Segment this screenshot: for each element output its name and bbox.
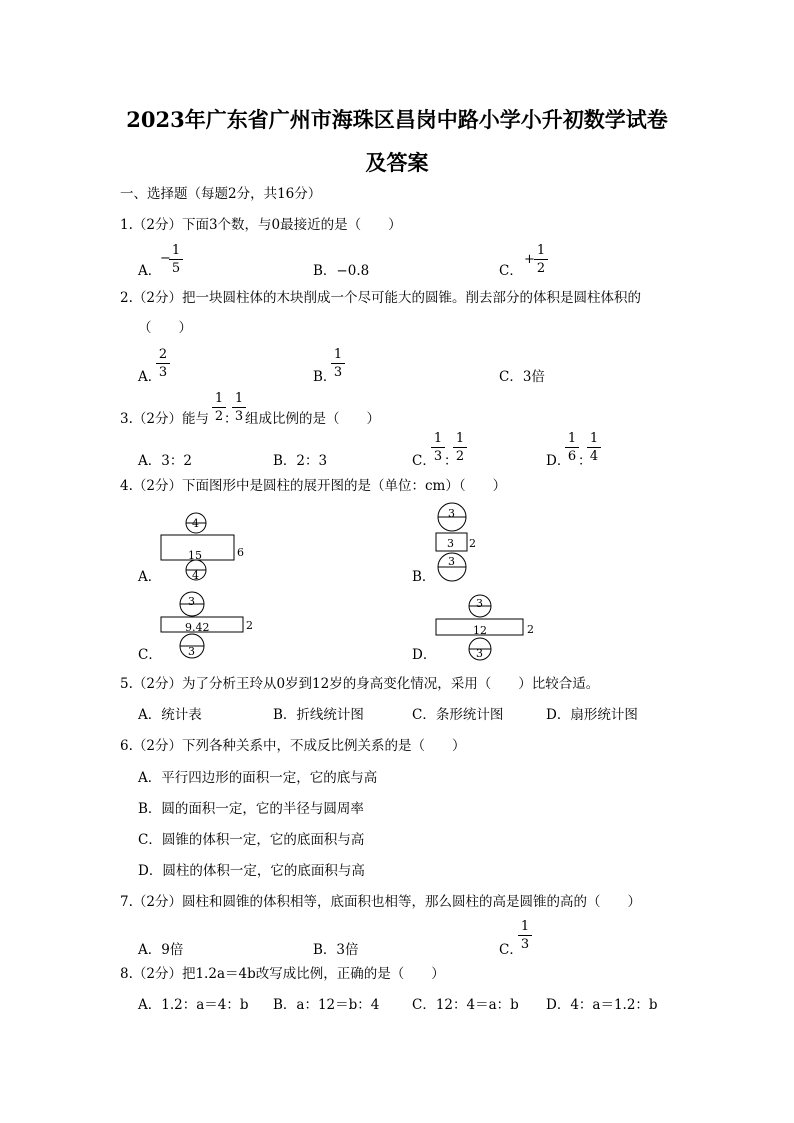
denominator: 6 bbox=[567, 449, 577, 464]
question-8-stem: 8.（2分）把1.2a＝4b改写成比例，正确的是（ ） bbox=[120, 966, 445, 982]
q1-option-c-sign: + bbox=[524, 252, 535, 267]
q1-option-a-fraction bbox=[169, 244, 183, 275]
q4-option-c-label: C． bbox=[138, 647, 162, 663]
q1-option-a-sign: − bbox=[160, 251, 171, 266]
q1-option-b: B．−0.8 bbox=[313, 263, 370, 279]
fig-b-rect-label: 3 bbox=[447, 537, 454, 550]
q3-option-d-label: D． bbox=[546, 453, 571, 469]
denominator: 2 bbox=[214, 409, 224, 424]
q1-option-a-label: A． bbox=[138, 263, 162, 279]
q3-stem-fraction-2 bbox=[232, 392, 246, 423]
numerator: 1 bbox=[433, 431, 443, 446]
q4-figure-d bbox=[430, 594, 540, 662]
q3-option-c-fraction-2 bbox=[453, 432, 467, 463]
q3-stem-colon: ： bbox=[224, 411, 238, 427]
fig-d-rect-label: 12 bbox=[473, 624, 487, 637]
q2-option-b-fraction bbox=[331, 348, 345, 379]
numerator: 2 bbox=[158, 347, 168, 362]
q8-option-b: B．a：12＝b：4 bbox=[273, 997, 380, 1013]
fig-a-rect-label: 15 bbox=[188, 549, 202, 562]
fig-d-circle-label-2: 3 bbox=[476, 647, 483, 660]
fig-a-circle-label: 4 bbox=[192, 517, 199, 530]
q7-option-a: A．9倍 bbox=[138, 942, 184, 958]
q3-option-c-colon: ： bbox=[444, 453, 458, 469]
q4-figure-a bbox=[155, 510, 255, 585]
q3-option-a: A．3：2 bbox=[138, 453, 192, 469]
q7-option-b: B．3倍 bbox=[313, 942, 359, 958]
fig-d-circle-label: 3 bbox=[476, 597, 483, 610]
question-5-stem: 5.（2分）为了分析王玲从0岁到12岁的身高变化情况，采用（ ）比较合适。 bbox=[120, 676, 600, 692]
page-title-line1: 2023年广东省广州市海珠区昌岗中路小学小升初数学试卷 bbox=[126, 107, 668, 132]
fig-b-circle-label-2: 3 bbox=[448, 555, 455, 568]
q3-option-d-fraction-1 bbox=[565, 432, 579, 463]
q6-option-a: A．平行四边形的面积一定，它的底与高 bbox=[138, 770, 378, 786]
denominator: 3 bbox=[333, 365, 343, 380]
q3-option-b: B．2：3 bbox=[273, 453, 328, 469]
denominator: 2 bbox=[536, 261, 546, 276]
page-title-line2: 及答案 bbox=[365, 150, 429, 175]
question-6-stem: 6.（2分）下列各种关系中，不成反比例关系的是（ ） bbox=[120, 738, 466, 754]
question-7-stem: 7.（2分）圆柱和圆锥的体积相等，底面积也相等，那么圆柱的高是圆锥的高的（ ） bbox=[120, 894, 641, 910]
fig-b-circle-label: 3 bbox=[448, 507, 455, 520]
question-3-stem-pre: 3.（2分）能与 bbox=[120, 411, 209, 427]
q3-option-c-label: C． bbox=[412, 453, 436, 469]
numerator: 1 bbox=[589, 431, 599, 446]
fig-d-side-label: 2 bbox=[527, 623, 534, 636]
q4-option-b-label: B． bbox=[412, 569, 436, 585]
q7-option-c-fraction bbox=[518, 920, 532, 951]
numerator: 1 bbox=[455, 431, 465, 446]
denominator: 4 bbox=[589, 449, 599, 464]
q2-option-a-fraction bbox=[156, 348, 170, 379]
numerator: 1 bbox=[536, 243, 546, 258]
fig-a-circle-label-2: 4 bbox=[192, 569, 199, 582]
fig-c-side-label: 2 bbox=[246, 619, 253, 632]
denominator: 3 bbox=[433, 449, 443, 464]
fig-a-side-label: 6 bbox=[237, 546, 244, 559]
q1-option-c-fraction bbox=[534, 244, 548, 275]
q5-option-a: A．统计表 bbox=[138, 707, 202, 723]
numerator: 1 bbox=[214, 391, 224, 406]
q6-option-b: B．圆的面积一定，它的半径与圆周率 bbox=[138, 801, 364, 817]
question-3-stem-post: 组成比例的是（ ） bbox=[245, 411, 380, 427]
q8-option-d: D．4：a＝1.2：b bbox=[546, 997, 658, 1013]
q8-option-c: C．12：4＝a：b bbox=[412, 997, 519, 1013]
q3-option-c-fraction-1 bbox=[431, 432, 445, 463]
q8-option-a: A．1.2：a＝4：b bbox=[138, 997, 249, 1013]
fig-c-circle-label-2: 3 bbox=[188, 645, 195, 658]
q6-option-c: C．圆锥的体积一定，它的底面积与高 bbox=[138, 832, 365, 848]
denominator: 2 bbox=[455, 449, 465, 464]
numerator: 1 bbox=[171, 243, 181, 258]
fig-b-side-label: 2 bbox=[469, 537, 476, 550]
question-4-stem: 4.（2分）下面图形中是圆柱的展开图的是（单位：cm）（ ） bbox=[120, 478, 507, 494]
denominator: 5 bbox=[171, 261, 181, 276]
q5-option-b: B．折线统计图 bbox=[273, 707, 364, 723]
question-2-stem-cont: （ ） bbox=[138, 320, 192, 336]
q2-option-b-label: B． bbox=[313, 369, 337, 385]
denominator: 3 bbox=[520, 937, 530, 952]
fig-c-rect-label: 9.42 bbox=[185, 621, 210, 634]
q4-figure-c bbox=[155, 590, 265, 662]
numerator: 1 bbox=[333, 347, 343, 362]
q1-option-c-label: C． bbox=[499, 263, 523, 279]
q3-option-d-colon: ： bbox=[578, 453, 592, 469]
q4-figure-b bbox=[430, 502, 490, 584]
q7-option-c-label: C． bbox=[499, 942, 523, 958]
q3-option-d-fraction-2 bbox=[587, 432, 601, 463]
section-heading: 一、选择题（每题2分，共16分） bbox=[120, 186, 322, 202]
question-2-stem: 2.（2分）把一块圆柱体的木块削成一个尽可能大的圆锥。削去部分的体积是圆柱体积的 bbox=[120, 290, 641, 306]
numerator: 1 bbox=[567, 431, 577, 446]
denominator: 3 bbox=[234, 409, 244, 424]
question-1-stem: 1.（2分）下面3个数，与0最接近的是（ ） bbox=[120, 217, 402, 233]
q2-option-c: C．3倍 bbox=[499, 369, 545, 385]
q4-option-a-label: A． bbox=[138, 569, 162, 585]
denominator: 3 bbox=[158, 365, 168, 380]
numerator: 1 bbox=[234, 391, 244, 406]
fig-c-circle-label: 3 bbox=[188, 595, 195, 608]
numerator: 1 bbox=[520, 919, 530, 934]
q6-option-d: D．圆柱的体积一定，它的底面积与高 bbox=[138, 863, 365, 879]
q4-option-d-label: D． bbox=[412, 647, 437, 663]
q5-option-c: C．条形统计图 bbox=[412, 707, 504, 723]
q5-option-d: D．扇形统计图 bbox=[546, 707, 638, 723]
q2-option-a-label: A． bbox=[138, 369, 162, 385]
